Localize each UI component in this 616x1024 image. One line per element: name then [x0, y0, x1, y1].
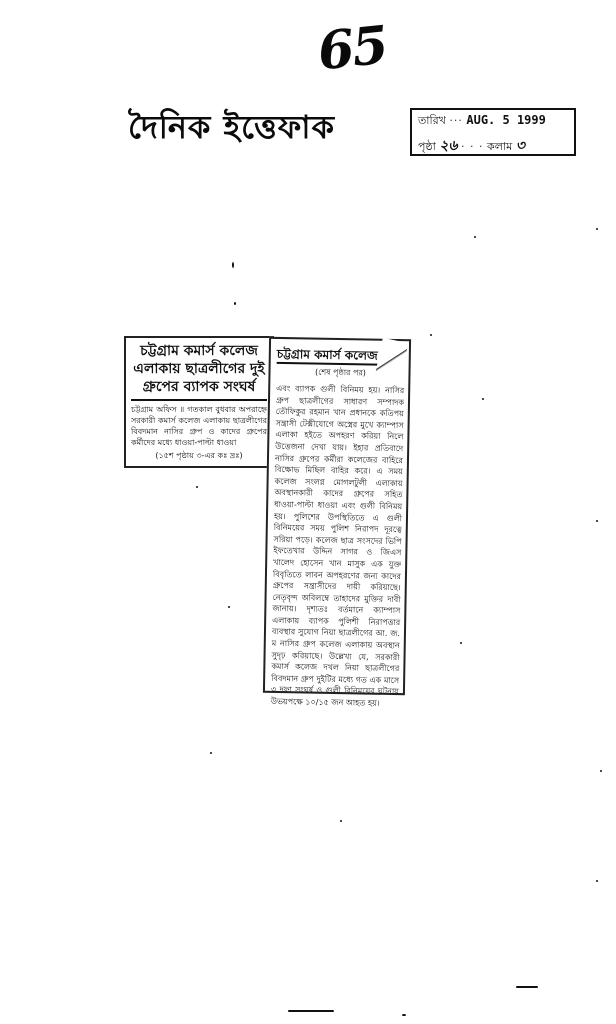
scan-speck [196, 486, 198, 488]
continuation-headline: চট্টগ্রাম কমার্স কলেজ [277, 347, 378, 366]
stamp-dots: · · · [461, 140, 484, 153]
continuation-body: এবং ব্যাপক গুলী বিনিময় হয়। নাসির গ্রুপ ছাত্রলীগের সাধারণ সম্পাদক তৌফিকুর রহমান খান প্রধানকে কতিপয় সন্ত্রাসী টেক্সীযোগে অস্ত্রের মুখে ক্যাম্পাস এলাকা হইতে অপহরণ করিয়া নিলে উত্তেজনা দেখা যায়। ইহার প্রতিবাদে নাসির গ্রুপের কর্মীরা কলেজের বাহিরে বিক্ষোভ মিছিল বাহির করে। এ সময় কলেজ সংলগ্ন মোগলটুলী এলাকায় অবস্থানকারী কাদের গ্রুপের সহিত ধাওয়া-পাল্টা ধাওয়া এবং গুলী বিনিময় হয়। পুলিশের উপস্থিতিতে এ গুলী বিনিময়ের সময় পুলিশ নিরাপদ দূরত্বে সরিয়া পড়ে। কলেজ ছাত্র সংসদের ভিপি ইফতেখার উদ্দিন সাগর ও জিএস খালেদ হোসেন খান মাসুক এক যুক্ত বিবৃতিতে লাবন অপহরণের জন্য কাদের গ্রুপের সন্ত্রাসীদের দায়ী করিয়াছে। নেতৃবৃন্দ অবিলম্বে তাহাদের মুক্তির দাবী জানায়। দৃশ্যতঃ বর্তমানে ক্যাম্পাস এলাকায় ব্যাপক পুলিশী নিরাপত্তার ব্যবস্থার সুযোগ নিয়া ছাত্রলীগের আ. জ. ম নাসির গ্রুপ কলেজ এলাকায় অবস্থান সুদৃঢ় করিয়াছে। উল্লেখ্য যে, সরকারী কমার্স কলেজ দখল নিয়া ছাত্রলীগের বিবদমান গ্রুপ দুইটির মধ্যে গত এক মাসে ৩ দফা সংঘর্ষ ও গুলী বিনিময়ের ঘটনায় উভয়পক্ষে ১০/১৫ জন আহত হয়। [270, 383, 405, 708]
scan-speck [430, 334, 432, 336]
scan-speck [232, 262, 234, 268]
scan-speck [474, 236, 476, 238]
continuation-subhead: (শেষ পৃষ্ঠার পর) [314, 367, 367, 378]
stamp-date-value: AUG. 5 1999 [466, 113, 546, 127]
headline-rule [131, 399, 267, 401]
newspaper-masthead: দৈনিক ইত্তেফাক [128, 108, 335, 146]
date-stamp-box [410, 108, 576, 156]
scan-speck [288, 1010, 334, 1012]
scan-speck [460, 642, 462, 644]
clipping-body: চট্টগ্রাম অফিস ॥ গতকাল বুধবার অপরাহ্নে সরকারী কমার্স কলেজ এলাকায় ছাত্রলীগের বিবদমান নাসির গ্রুপ ও কাদের গ্রুপের কর্মীদের মধ্যে ধাওয়া-পাল্টা ধাওয়া [131, 405, 267, 447]
scan-speck [516, 986, 538, 988]
scan-speck [228, 606, 230, 608]
scan-speck [210, 752, 212, 754]
scan-speck [596, 880, 598, 882]
stamp-dots: ··· [449, 114, 463, 127]
scan-speck [234, 302, 236, 305]
news-clipping-main [124, 336, 274, 468]
scan-speck [596, 520, 598, 522]
stamp-page-row [418, 134, 525, 158]
scan-speck [482, 398, 484, 400]
news-clipping-continuation [263, 337, 411, 708]
stamp-column-value: ৩ [515, 138, 525, 154]
stamp-column-label: কলাম [487, 140, 513, 153]
stamp-date-row [418, 112, 546, 131]
scan-speck [340, 820, 342, 822]
stamp-date-label: তারিখ [418, 114, 446, 127]
page-number: 65 [314, 14, 390, 83]
continued-note: (১৫শ পৃষ্ঠায় ৩-এর কঃ দ্রঃ) [155, 451, 243, 460]
clipping-headline: চট্টগ্রাম কমার্স কলেজ এলাকায় ছাত্রলীগের দুই গ্রুপের ব্যাপক সংঘর্ষ [133, 343, 265, 395]
stamp-page-value: ২৬ [439, 138, 458, 154]
stamp-page-label: পৃষ্ঠা [418, 140, 436, 153]
scan-speck [600, 770, 602, 772]
scan-speck [596, 228, 598, 230]
scan-speck [402, 1014, 406, 1016]
